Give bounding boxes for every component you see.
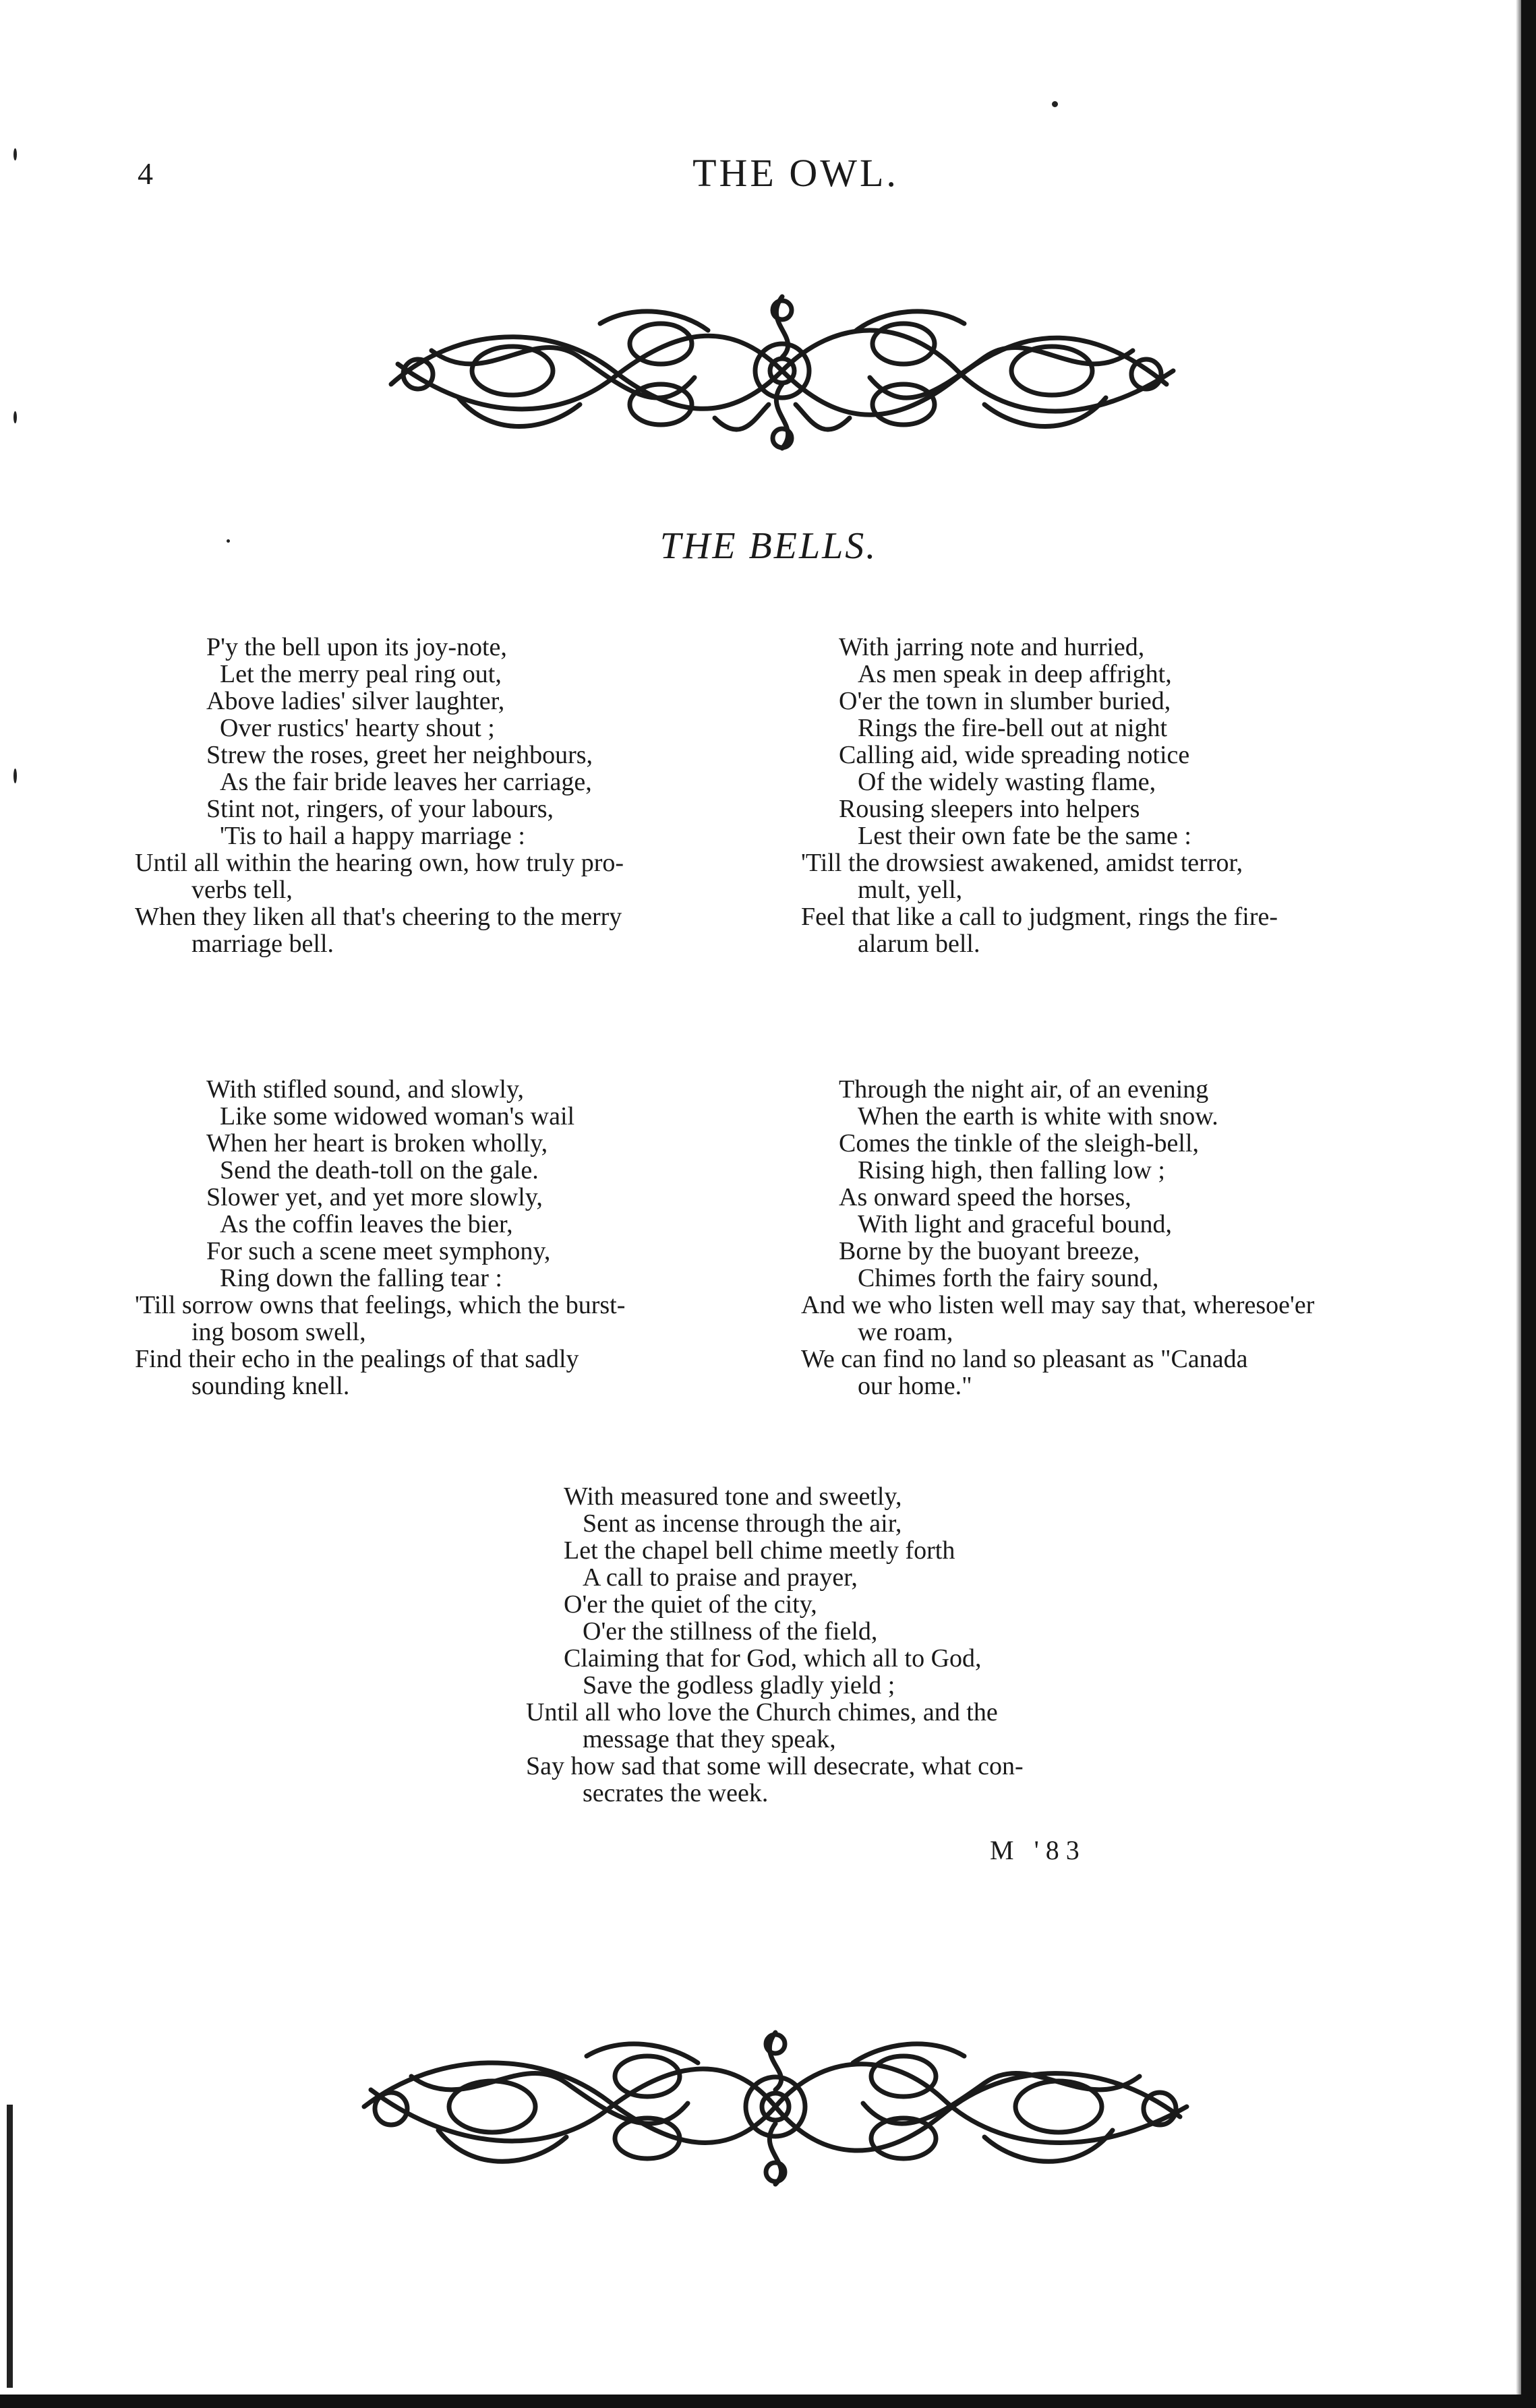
poem-line: ing bosom swell, (191, 1318, 366, 1346)
poem-line: As onward speed the horses, (839, 1183, 1131, 1211)
poem-line: As the fair bride leaves her carriage, (220, 768, 592, 796)
poem-line: With light and graceful bound, (858, 1210, 1172, 1238)
poem-line: Borne by the buoyant breeze, (839, 1237, 1140, 1265)
poem-line: verbs tell, (191, 876, 293, 904)
poem-line: With stifled sound, and slowly, (206, 1075, 524, 1104)
poem-line: Strew the roses, greet her neighbours, (206, 741, 593, 769)
stanza-chapel-bell (526, 1483, 1173, 1807)
poem-line: Calling aid, wide spreading notice (839, 741, 1190, 769)
poem-line: sounding knell. (191, 1372, 350, 1400)
poem-line: Stint not, ringers, of your labours, (206, 795, 554, 823)
poem-line: Find their echo in the pealings of that sadly (135, 1345, 579, 1373)
poem-line: O'er the town in slumber buried, (839, 687, 1171, 715)
poem-line: message that they speak, (583, 1725, 836, 1753)
poem-line: Ring down the falling tear : (220, 1264, 502, 1292)
poem-line: With measured tone and sweetly, (564, 1482, 902, 1511)
poem-line: Claiming that for God, which all to God, (564, 1644, 982, 1673)
poem-line: Feel that like a call to judgment, rings the fire- (801, 903, 1278, 931)
scan-speck (227, 539, 230, 543)
poem-line: marriage bell. (191, 930, 334, 958)
poem-line: Save the godless gladly yield ; (583, 1671, 895, 1699)
poem-line: Of the widely wasting flame, (858, 768, 1156, 796)
poem-line: we roam, (858, 1318, 953, 1346)
poem-line: For such a scene meet symphony, (206, 1237, 551, 1265)
poem-line: Like some widowed woman's wail (220, 1102, 575, 1131)
poem-line: Above ladies' silver laughter, (206, 687, 505, 715)
scan-speck (13, 769, 17, 783)
stanza-marriage-bell (135, 634, 762, 957)
poem-line: Until all within the hearing own, how truly pro- (135, 849, 624, 877)
poem-line: Let the chapel bell chime meetly forth (564, 1536, 955, 1565)
poem-line: Rousing sleepers into helpers (839, 795, 1140, 823)
poem-line: Comes the tinkle of the sleigh-bell, (839, 1129, 1200, 1157)
poem-line: O'er the quiet of the city, (564, 1590, 817, 1619)
poem-line: As the coffin leaves the bier, (220, 1210, 513, 1238)
poem-line: alarum bell. (858, 930, 980, 958)
scan-speck (13, 411, 17, 423)
poem-line: Sent as incense through the air, (583, 1509, 902, 1538)
page-gutter-shadow (1516, 0, 1521, 2408)
poem-line: When they liken all that's cheering to the merry (135, 903, 622, 931)
top-ornament-icon (378, 283, 1187, 458)
page-left-mark (7, 2105, 13, 2388)
poem-line: 'Till the drowsiest awakened, amidst terror, (801, 849, 1243, 877)
running-title: THE OWL. (692, 151, 899, 195)
poem-line: our home." (858, 1372, 972, 1400)
poem-line: secrates the week. (583, 1779, 769, 1807)
poem-line: A call to praise and prayer, (583, 1563, 858, 1592)
scan-speck (1052, 101, 1058, 107)
poem-line: Let the merry peal ring out, (220, 660, 502, 688)
page-right-edge (1521, 0, 1536, 2408)
poem-line: Rings the fire-bell out at night (858, 714, 1168, 742)
poem-line: Slower yet, and yet more slowly, (206, 1183, 543, 1211)
poem-line: Over rustics' hearty shout ; (220, 714, 495, 742)
page-bottom-edge (0, 2395, 1536, 2408)
poem-line: 'Tis to hail a happy marriage : (220, 822, 525, 850)
poem-line: With jarring note and hurried, (839, 633, 1145, 661)
poem-line: Until all who love the Church chimes, and the (526, 1698, 998, 1726)
stanza-sleigh-bell (801, 1076, 1435, 1399)
poem-line: Rising high, then falling low ; (858, 1156, 1165, 1184)
poem-line: Lest their own fate be the same : (858, 822, 1191, 850)
stanza-fire-bell (801, 634, 1435, 957)
scan-speck (13, 148, 17, 160)
stanza-death-toll (135, 1076, 762, 1399)
poem-line: O'er the stillness of the field, (583, 1617, 878, 1646)
poem-line: Send the death-toll on the gale. (220, 1156, 539, 1184)
poem-line: P'y the bell upon its joy-note, (206, 633, 507, 661)
bottom-ornament-icon (351, 2022, 1200, 2191)
poem-line: We can find no land so pleasant as "Canada (801, 1345, 1248, 1373)
poem-line: Chimes forth the fairy sound, (858, 1264, 1159, 1292)
poem-line: Say how sad that some will desecrate, what con- (526, 1752, 1024, 1780)
poem-line: When the earth is white with snow. (858, 1102, 1218, 1131)
poem-line: When her heart is broken wholly, (206, 1129, 548, 1157)
poem-line: And we who listen well may say that, wheresoe'er (801, 1291, 1315, 1319)
poem-line: 'Till sorrow owns that feelings, which the burst- (135, 1291, 626, 1319)
poem-title: THE BELLS. (659, 525, 878, 567)
poem-line: mult, yell, (858, 876, 963, 904)
poem-line: As men speak in deep affright, (858, 660, 1172, 688)
page-number: 4 (138, 156, 153, 191)
author-signature: M '83 (990, 1835, 1086, 1865)
poem-line: Through the night air, of an evening (839, 1075, 1209, 1104)
